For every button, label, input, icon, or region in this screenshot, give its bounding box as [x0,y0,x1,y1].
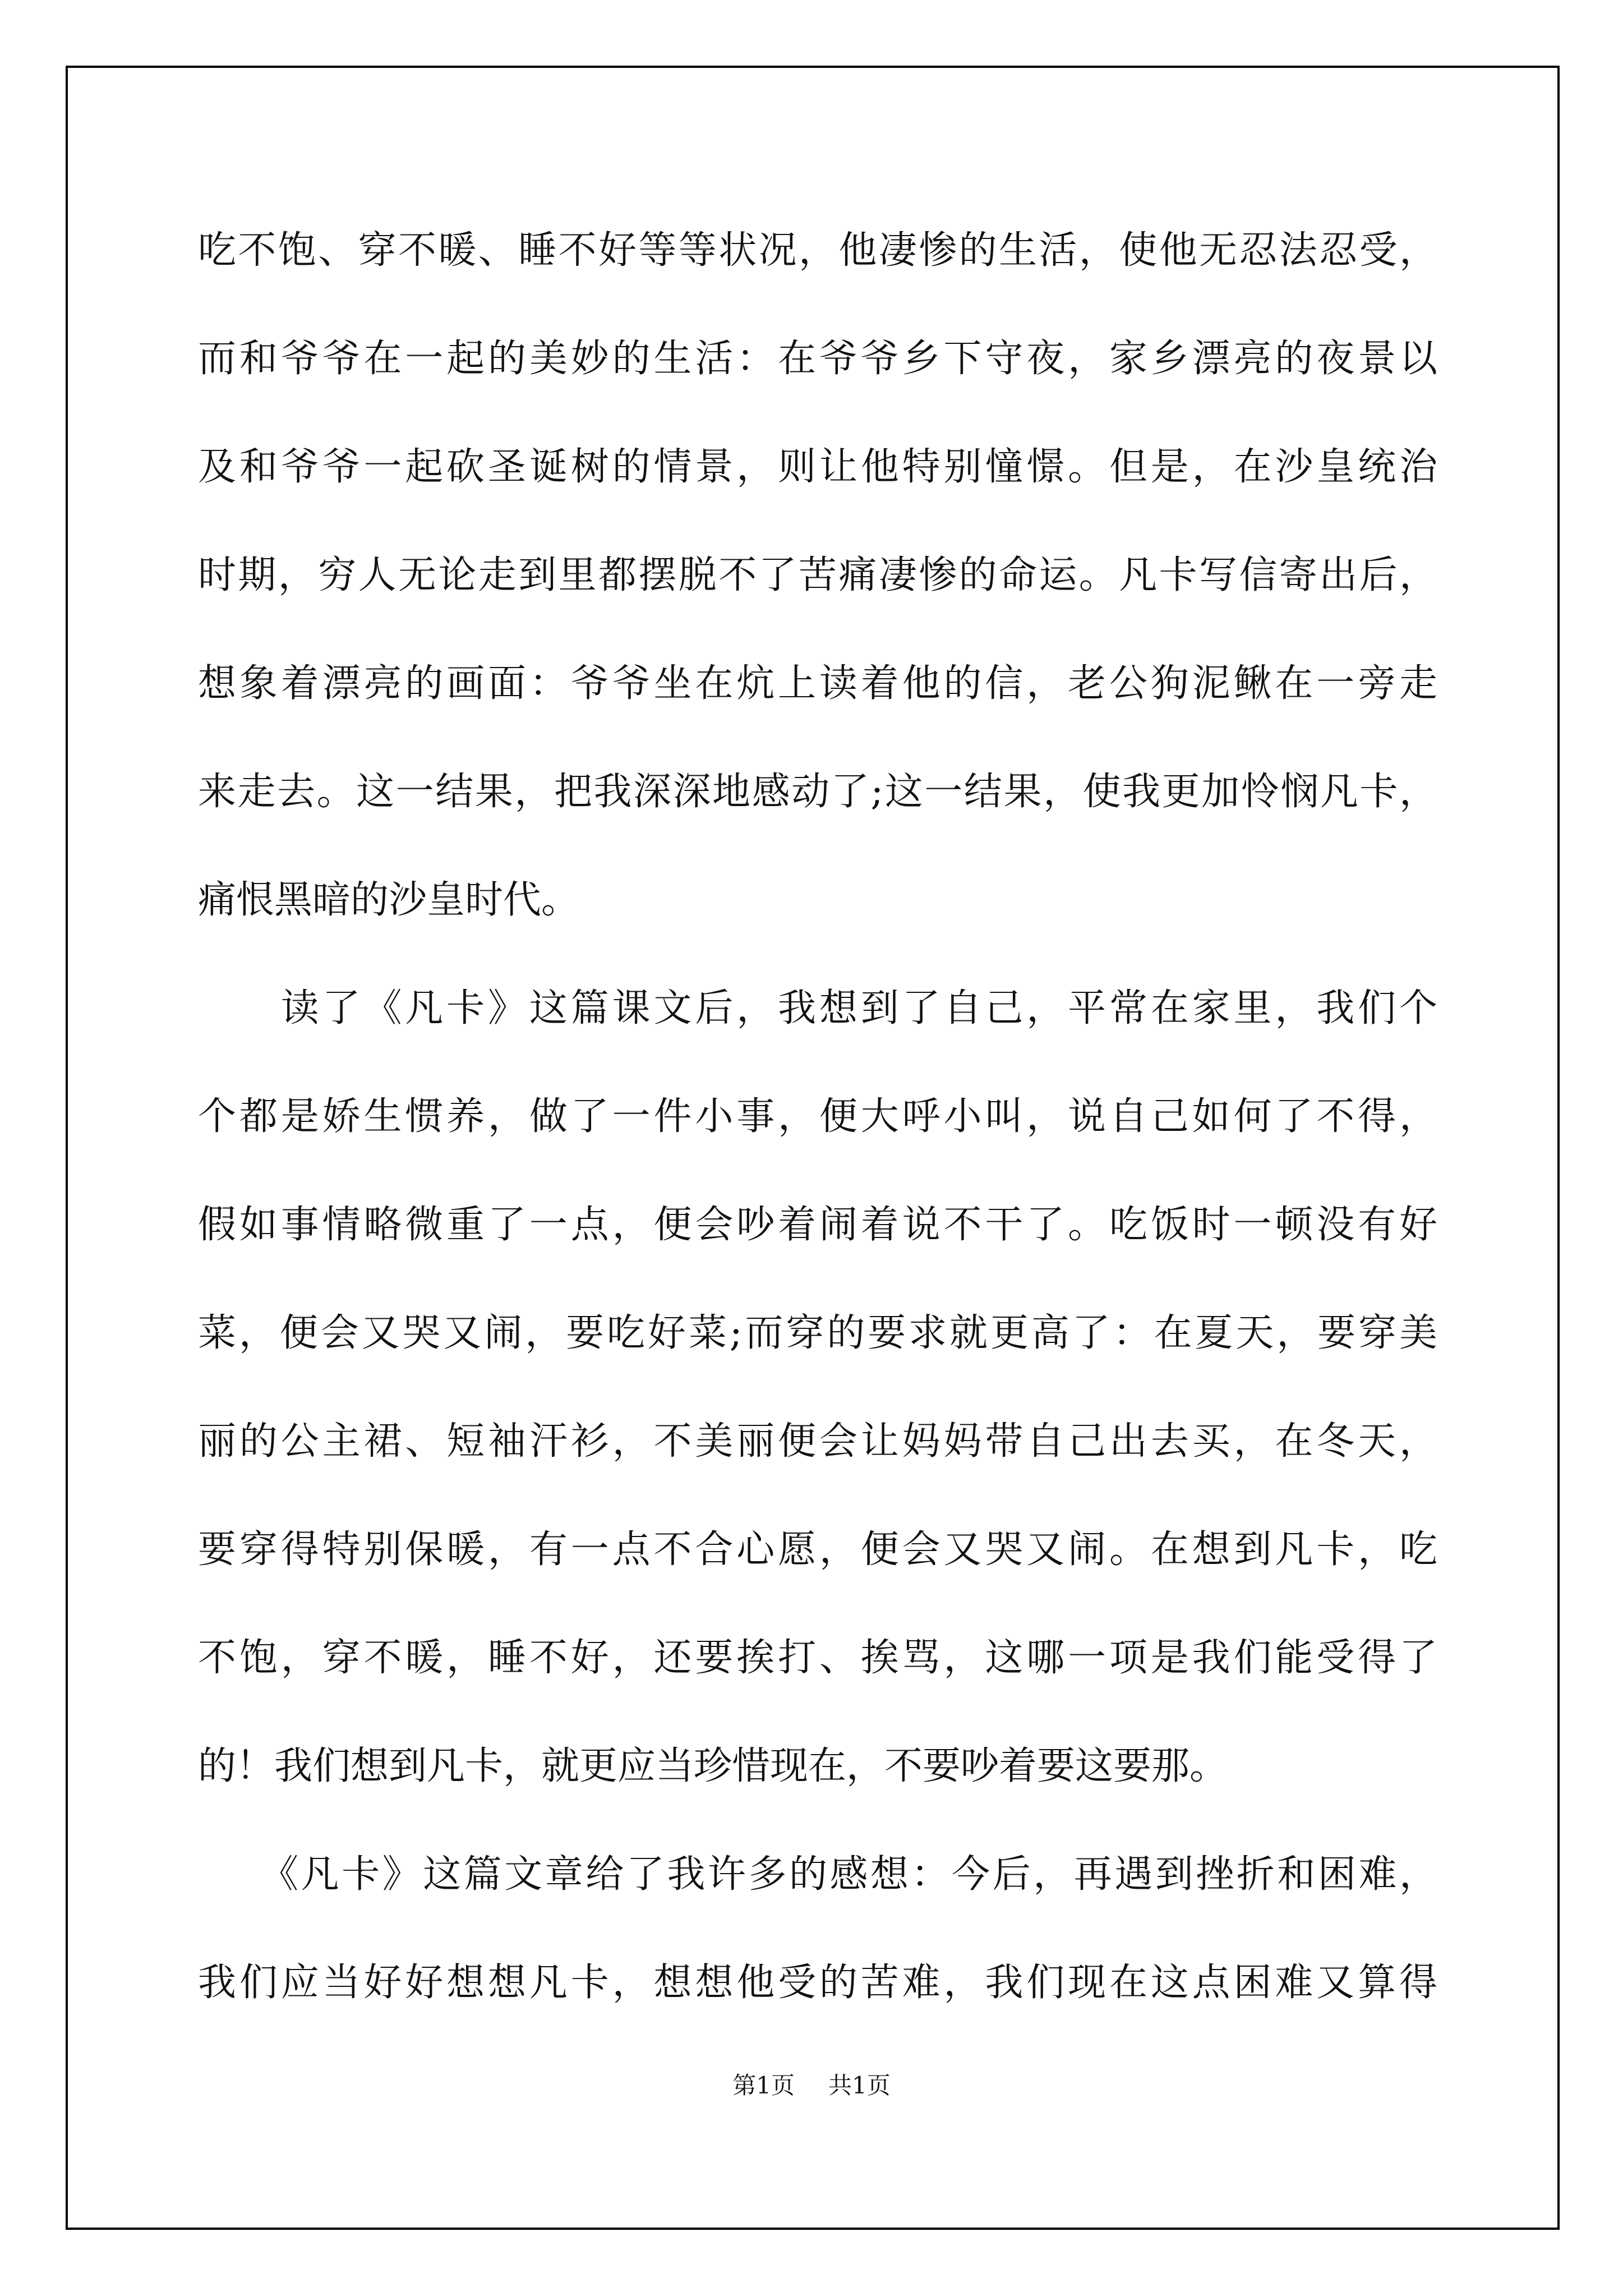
text-line: 《凡卡》这篇文章给了我许多的感想：今后，再遇到挫折和困难， [198,1852,1437,1897]
page-footer [0,2069,1623,2102]
page-number: 第1页 [732,2072,795,2099]
page-total: 共1页 [828,2072,891,2099]
text-line: 而和爷爷在一起的美妙的生活：在爷爷乡下守夜，家乡漂亮的夜景以 [198,337,1437,381]
text-line: 我们应当好好想想凡卡，想想他受的苦难，我们现在这点困难又算得 [198,1961,1437,2005]
text-line: 个都是娇生惯养，做了一件小事，便大呼小叫，说自己如何了不得， [198,1094,1437,1139]
text-line: 吃不饱、穿不暖、睡不好等等状况，他凄惨的生活，使他无忍法忍受， [198,228,1437,273]
text-line: 痛恨黑暗的沙皇时代。 [198,878,580,922]
text-line: 读了《凡卡》这篇课文后，我想到了自己，平常在家里，我们个 [198,986,1437,1030]
text-line: 假如事情略微重了一点，便会吵着闹着说不干了。吃饭时一顿没有好 [198,1203,1437,1247]
text-line: 菜，便会又哭又闹，要吃好菜;而穿的要求就更高了：在夏天，要穿美 [198,1311,1437,1355]
text-line: 来走去。这一结果，把我深深地感动了;这一结果，使我更加怜悯凡卡， [198,770,1437,814]
text-line: 的！我们想到凡卡，就更应当珍惜现在，不要吵着要这要那。 [198,1744,1228,1788]
text-line: 时期，穷人无论走到里都摆脱不了苦痛凄惨的命运。凡卡写信寄出后， [198,553,1437,597]
text-line: 不饱，穿不暖，睡不好，还要挨打、挨骂，这哪一项是我们能受得了 [198,1636,1437,1680]
text-line: 及和爷爷一起砍圣诞树的情景，则让他特别憧憬。但是，在沙皇统治 [198,445,1437,489]
text-line: 丽的公主裙、短袖汗衫，不美丽便会让妈妈带自己出去买，在冬天， [198,1419,1437,1464]
text-line: 想象着漂亮的画面：爷爷坐在炕上读着他的信，老公狗泥鳅在一旁走 [198,661,1437,706]
text-line: 要穿得特别保暖，有一点不合心愿，便会又哭又闹。在想到凡卡，吃 [198,1527,1437,1572]
